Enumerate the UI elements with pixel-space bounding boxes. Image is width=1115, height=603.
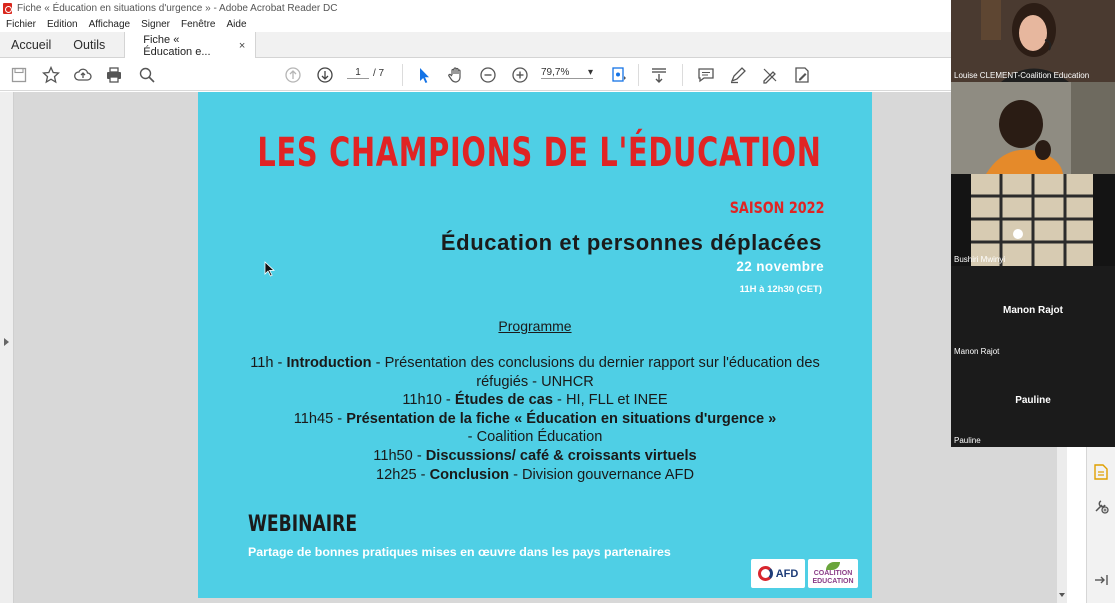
programme-bold: Discussions/ café & croissants virtuels bbox=[425, 447, 697, 464]
previous-page-icon[interactable] bbox=[284, 66, 302, 84]
participant-tile[interactable] bbox=[951, 0, 1115, 82]
programme-line bbox=[198, 354, 872, 373]
acrobat-pdf-icon bbox=[3, 3, 12, 14]
expand-panel-arrow-icon[interactable] bbox=[4, 338, 9, 346]
participant-name: Pauline bbox=[954, 436, 981, 445]
programme-list bbox=[198, 354, 872, 484]
participant-video-avatar bbox=[951, 0, 1115, 82]
menu-signer[interactable]: Signer bbox=[141, 19, 171, 30]
participant-tile[interactable] bbox=[951, 266, 1115, 358]
participant-tile[interactable] bbox=[951, 358, 1115, 447]
pdf-page bbox=[198, 92, 872, 598]
programme-line bbox=[198, 373, 872, 392]
collapse-pane-icon[interactable] bbox=[1092, 571, 1110, 589]
window-title: Fiche « Éducation en situations d'urgence » - Adobe Acrobat Reader DC bbox=[17, 3, 338, 14]
menu-fichier[interactable]: Fichier bbox=[6, 19, 37, 30]
programme-bold: Introduction bbox=[286, 355, 372, 371]
programme-line bbox=[198, 466, 872, 485]
participant-display-name: Manon Rajot bbox=[1003, 304, 1063, 316]
print-icon[interactable] bbox=[105, 66, 123, 84]
participant-name: Bushiri Mwinyi bbox=[954, 255, 1006, 264]
export-pdf-icon[interactable] bbox=[1092, 463, 1110, 481]
programme-time: 11h50 - bbox=[373, 447, 426, 464]
menu-affichage[interactable]: Affichage bbox=[88, 19, 131, 30]
event-date: 22 novembre bbox=[736, 259, 824, 274]
tab-accueil[interactable]: Accueil bbox=[11, 37, 52, 52]
page-total: / 7 bbox=[373, 67, 385, 79]
zoom-level-value: 79,7% bbox=[541, 67, 570, 78]
programme-line bbox=[198, 391, 872, 410]
programme-time: 12h25 - bbox=[376, 466, 430, 483]
programme-heading-text: Programme bbox=[498, 318, 572, 334]
left-panel-toggle[interactable] bbox=[0, 92, 14, 603]
document-subtitle: Éducation et personnes déplacées bbox=[440, 230, 822, 255]
close-tab-icon[interactable]: × bbox=[238, 39, 246, 52]
coalition-education-logo bbox=[808, 559, 858, 588]
webinaire-tagline: Partage de bonnes pratiques mises en œuvre dans les pays partenaires bbox=[248, 545, 671, 559]
programme-time: 11h45 - bbox=[293, 410, 347, 427]
participant-display-name: Pauline bbox=[1015, 395, 1051, 407]
zoom-in-icon[interactable] bbox=[511, 66, 529, 84]
menu-bar bbox=[0, 17, 951, 32]
vertical-scrollbar[interactable] bbox=[1057, 447, 1067, 603]
draw-sign-icon[interactable] bbox=[761, 66, 779, 84]
save-icon[interactable] bbox=[10, 66, 28, 84]
tab-outils[interactable]: Outils bbox=[73, 37, 106, 52]
programme-rest: - HI, FLL et INEE bbox=[553, 392, 668, 409]
toolbar-divider bbox=[682, 64, 683, 86]
tab-document[interactable] bbox=[124, 32, 256, 59]
zoom-search-icon[interactable] bbox=[138, 66, 156, 84]
toolbar-divider bbox=[402, 64, 403, 86]
programme-bold: Conclusion bbox=[429, 466, 510, 483]
next-page-icon[interactable] bbox=[316, 66, 334, 84]
programme-line bbox=[198, 447, 872, 466]
bookmark-star-icon[interactable] bbox=[42, 66, 60, 84]
coalition-logo-top: COALITION bbox=[813, 569, 853, 577]
zoom-level-select[interactable] bbox=[541, 67, 593, 79]
more-tools-icon[interactable] bbox=[1092, 497, 1110, 515]
programme-rest: - Présentation des conclusions du dernier rapport sur l'éducation des bbox=[371, 355, 820, 371]
season-label: SAISON 2022 bbox=[729, 198, 824, 217]
afd-logo-text: AFD bbox=[775, 567, 799, 580]
participant-tile[interactable] bbox=[951, 82, 1115, 174]
highlight-pen-icon[interactable] bbox=[729, 66, 747, 84]
scroll-mode-icon[interactable] bbox=[650, 66, 668, 84]
toolbar bbox=[0, 58, 951, 91]
webinaire-heading: WEBINAIRE bbox=[248, 512, 358, 537]
afd-logo bbox=[751, 559, 805, 588]
coalition-logo-bottom: EDUCATION bbox=[812, 577, 854, 585]
participant-name: Louise CLEMENT-Coalition Education bbox=[954, 71, 1090, 80]
fill-sign-icon[interactable] bbox=[793, 66, 811, 84]
comment-icon[interactable] bbox=[697, 66, 715, 84]
participant-video-avatar bbox=[951, 82, 1115, 174]
programme-line bbox=[198, 428, 872, 447]
programme-rest: - Division gouvernance AFD bbox=[509, 466, 694, 483]
leaf-icon bbox=[826, 562, 840, 570]
page-indicator bbox=[347, 67, 384, 79]
scroll-down-arrow-icon[interactable] bbox=[1059, 593, 1065, 597]
participant-name: Manon Rajot bbox=[954, 347, 1000, 356]
participant-video-avatar bbox=[951, 174, 1115, 266]
programme-bold: Études de cas bbox=[454, 392, 553, 409]
document-title: LES CHAMPIONS DE L'ÉDUCATION bbox=[257, 130, 822, 176]
menu-aide[interactable]: Aide bbox=[226, 19, 247, 30]
programme-bold: Présentation de la fiche « Éducation en situations d'urgence » bbox=[346, 410, 777, 427]
tabs-bar bbox=[0, 32, 951, 58]
select-cursor-icon[interactable] bbox=[415, 66, 433, 84]
programme-time: 11h - bbox=[250, 355, 287, 371]
page-display-icon[interactable] bbox=[610, 66, 628, 84]
mouse-cursor-icon bbox=[264, 261, 276, 277]
video-gallery bbox=[951, 0, 1115, 447]
programme-time: 11h10 - bbox=[402, 392, 455, 409]
right-tools-pane bbox=[1086, 447, 1115, 603]
programme-line bbox=[198, 410, 872, 429]
title-bar bbox=[0, 0, 951, 17]
programme-rest: - Coalition Éducation bbox=[467, 429, 603, 446]
menu-fenetre[interactable]: Fenêtre bbox=[181, 19, 216, 30]
afd-ring-icon bbox=[758, 566, 773, 581]
participant-tile[interactable] bbox=[951, 174, 1115, 266]
hand-tool-icon[interactable] bbox=[447, 66, 465, 84]
programme-rest: réfugiés - UNHCR bbox=[476, 373, 594, 390]
page-number-input[interactable]: 1 bbox=[347, 67, 369, 79]
menu-edition[interactable]: Edition bbox=[47, 19, 78, 30]
upload-cloud-icon[interactable] bbox=[74, 66, 92, 84]
programme-heading bbox=[198, 318, 872, 334]
zoom-out-icon[interactable] bbox=[479, 66, 497, 84]
tab-document-label: Fiche « Éducation e... bbox=[143, 33, 211, 58]
toolbar-divider bbox=[638, 64, 639, 86]
chevron-down-icon: ▾ bbox=[587, 67, 593, 78]
event-time: 11H à 12h30 (CET) bbox=[739, 284, 822, 295]
